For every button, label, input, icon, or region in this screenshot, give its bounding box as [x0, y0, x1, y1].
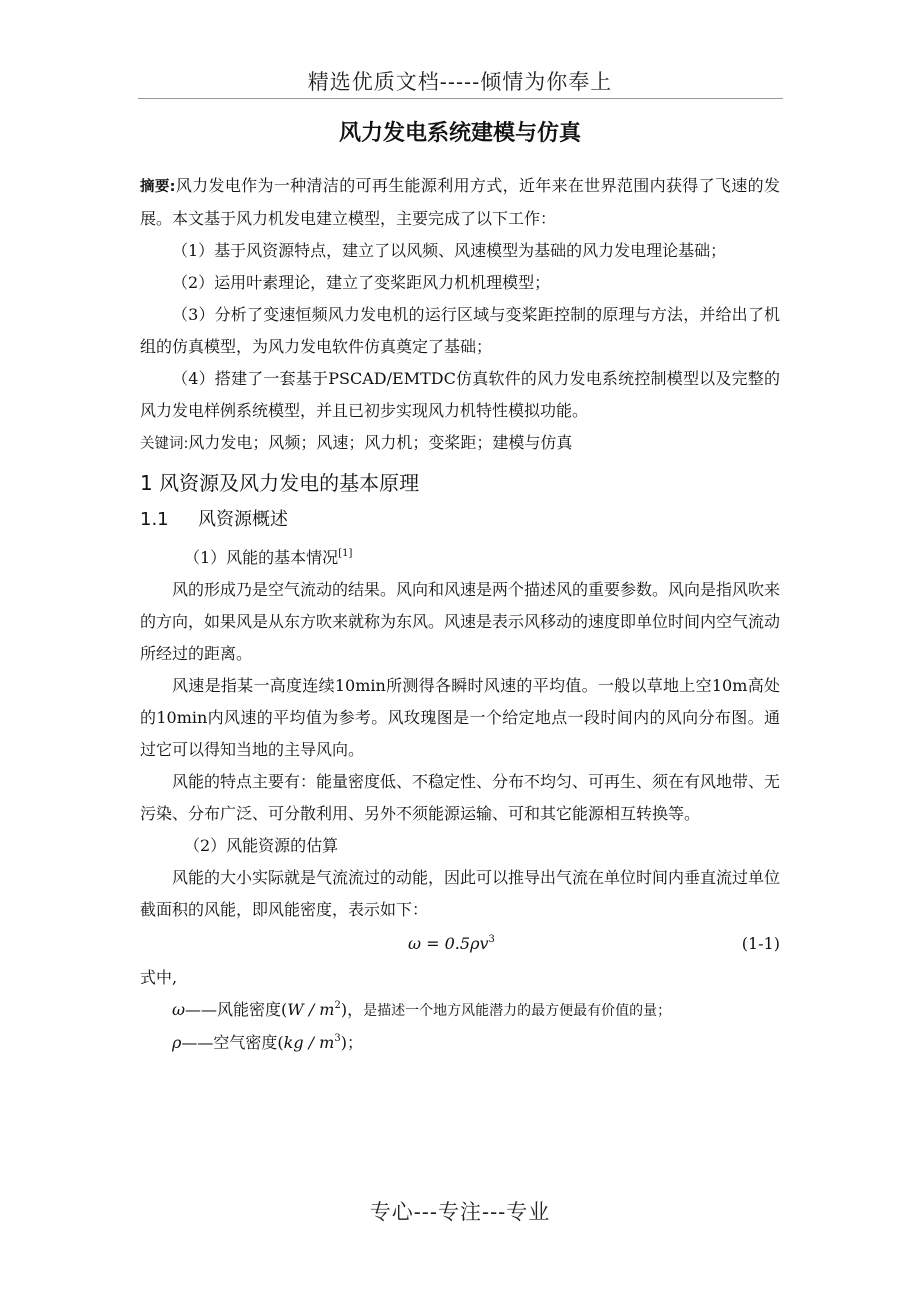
- formula-number: (1-1): [741, 934, 780, 953]
- definition-dash: ——: [185, 1000, 218, 1019]
- definition-name: 风能密度(: [217, 1000, 288, 1019]
- paragraph-wind-energy: 风能的大小实际就是气流流过的动能，因此可以推导出气流在单位时间内垂直流过单位截面积的风能，即风能密度，表示如下：: [140, 868, 781, 919]
- subheading-2: （2）风能资源的估算: [184, 836, 339, 855]
- section-1-1-heading: [140, 504, 780, 536]
- page-footer: 专心---专注---专业: [369, 1200, 551, 1224]
- paragraph-wind-features: 风能的特点主要有：能量密度低、不稳定性、分布不均匀、可再生、须在有风地带、无污染、分布广泛、可分散利用、另外不须能源运输、可和其它能源相互转换等。: [140, 772, 781, 823]
- section-1-1-number: 1.1: [140, 509, 169, 530]
- paragraph-wind-direction: 风的形成乃是空气流动的结果。风向和风速是两个描述风的重要参数。风向是指风吹来的方向，如果风是从东方吹来就称为东风。风速是表示风移动的速度即单位时间内空气流动所经过的距离。: [140, 580, 781, 663]
- definition-unit: W / m: [287, 1000, 335, 1019]
- definition-omega: [140, 994, 780, 1027]
- abstract-item-3: （3）分析了变速恒频风力发电机的运行区域与变桨距控制的原理与方法，并给出了机组的仿真模型，为风力发电软件仿真奠定了基础；: [140, 305, 780, 356]
- document-title: 风力发电系统建模与仿真: [338, 121, 581, 146]
- citation-ref: [1]: [338, 548, 353, 559]
- subheading-1: [140, 542, 780, 574]
- subheading-1-text: （1）风能的基本情况: [184, 548, 339, 567]
- abstract-item-2: （2）运用叶素理论，建立了变桨距风力机机理模型；: [172, 273, 551, 292]
- definition-rho: [140, 1027, 780, 1059]
- definition-close: )，: [340, 1000, 364, 1019]
- keywords-text: 风力发电；风频；风速；风力机；变桨距；建模与仿真: [188, 433, 573, 452]
- keywords-label: 关键词:: [140, 436, 189, 452]
- where-label: 式中,: [140, 968, 178, 987]
- definition-dash: ——: [181, 1033, 214, 1052]
- definition-symbol: ω: [172, 1000, 186, 1019]
- abstract-item-1: （1）基于风资源特点，建立了以风频、风速模型为基础的风力发电理论基础；: [172, 241, 727, 260]
- keywords-line: [140, 427, 780, 460]
- definition-note: 是描述一个地方风能潜力的最方便最有价值的量；: [363, 1003, 672, 1019]
- paragraph-wind-speed: 风速是指某一高度连续10min所测得各瞬时风速的平均值。一般以草地上空10m高处的10min内风速的平均值为参考。风玫瑰图是一个给定地点一段时间内的风向分布图。通过它可以得知当地的主导风向。: [140, 676, 780, 759]
- formula-lhs: ω = 0.5ρv: [408, 934, 489, 953]
- abstract-text: 风力发电作为一种清洁的可再生能源利用方式，近年来在世界范围内获得了飞速的发展。本文基于风力机发电建立模型，主要完成了以下工作：: [140, 176, 780, 228]
- header-divider: [138, 98, 783, 99]
- page-header: 精选优质文档-----倾情为你奉上: [307, 70, 613, 94]
- abstract-label: 摘要:: [140, 179, 176, 195]
- section-1-1-title: 风资源概述: [198, 509, 288, 530]
- abstract-paragraph: [140, 170, 780, 235]
- definition-name: 空气密度(: [213, 1033, 284, 1052]
- definition-unit-exponent: 2: [334, 1000, 341, 1011]
- section-1-heading: 1 风资源及风力发电的基本原理: [140, 471, 420, 495]
- definition-unit-exponent: 3: [334, 1033, 341, 1044]
- formula-1-1: [140, 926, 780, 962]
- formula-expression: [408, 926, 495, 962]
- definition-unit: kg / m: [283, 1033, 335, 1052]
- abstract-item-4: （4）搭建了一套基于PSCAD/EMTDC仿真软件的风力发电系统控制模型以及完整的风力发电样例系统模型，并且已初步实现风力机特性模拟功能。: [140, 369, 780, 420]
- definition-close: )；: [340, 1033, 363, 1052]
- definition-symbol: ρ: [172, 1033, 182, 1052]
- document-body: [140, 118, 780, 1059]
- formula-exponent: 3: [488, 934, 495, 945]
